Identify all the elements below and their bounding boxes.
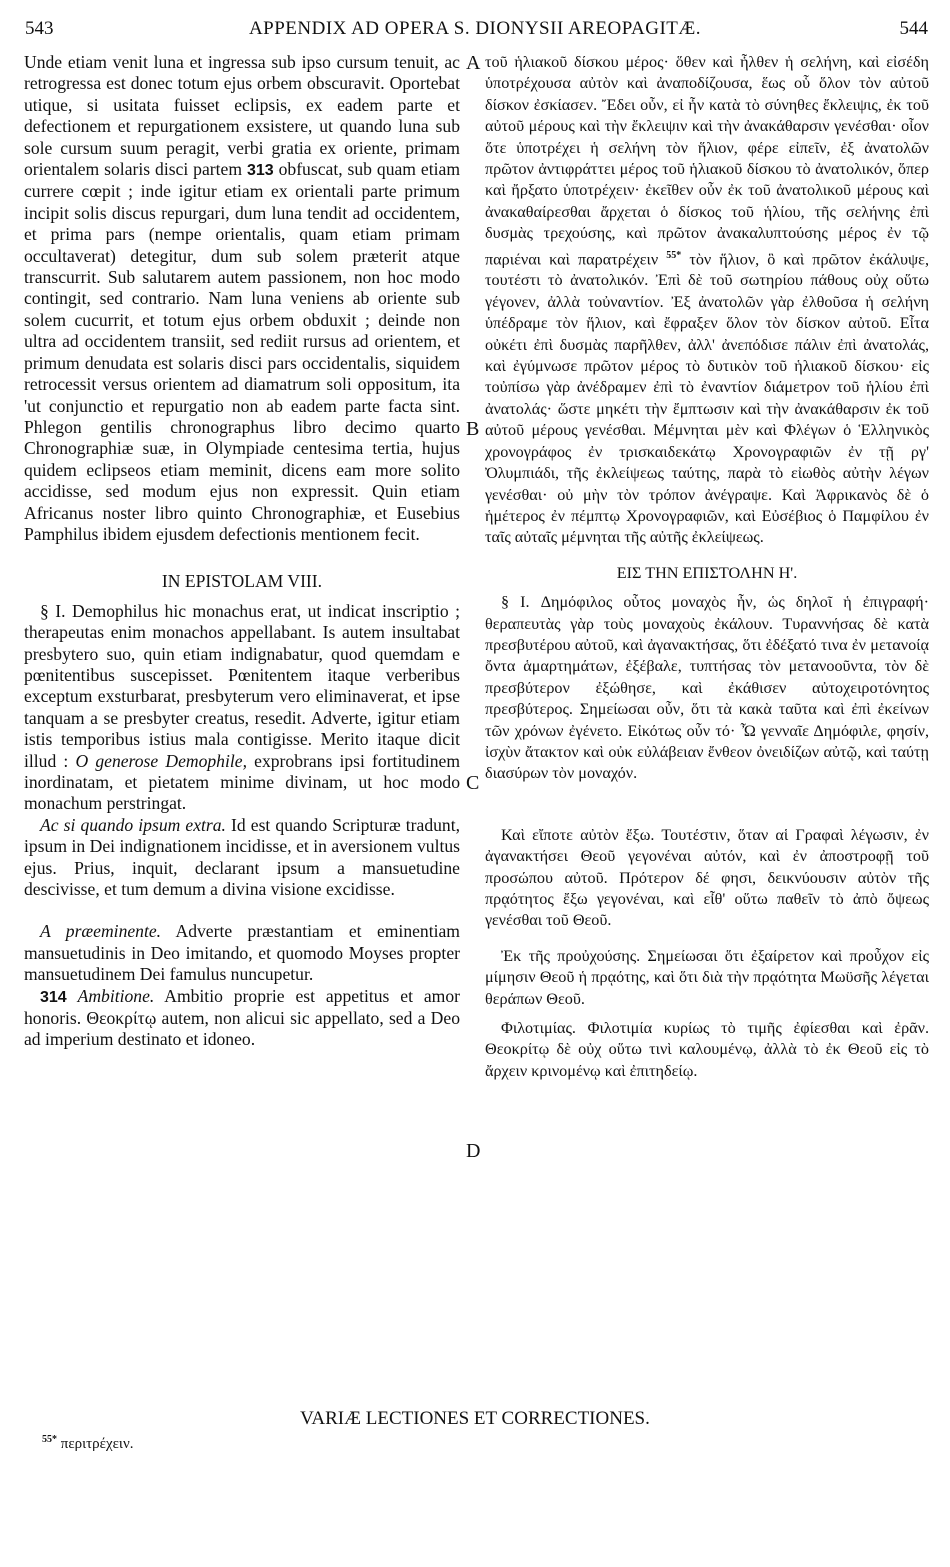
latin-text: Unde etiam venit luna et ingressa sub ipso cursum tenuit, ac retrogressa est donec totum ejus orbem obscuravit. Oportebat utique, si usitata fuisset eclipsis, ex eadem parte et defectionem et repurgationem exsistere, ut quando luna sub sole cursum suum peragit, verbi gratia ex oriente, primam orientalem solaris disci partem [24,52,460,180]
latin-paragraph [24,986,460,1051]
greek-paragraph: Καὶ εἴποτε αὐτὸν ἔξω. Τουτέστιν, ὅταν αἱ Γραφαὶ λέγωσιν, ἐν ἀγανακτήσει Θεοῦ γεγονέναι αὐτόν, καὶ ἐν ἀποστροφῇ τοῦ προσώπου αὐτοῦ. Πρότερον δέ φησι, δεικνύουσιν αὐτὸν τῆς πρᾳότητος ἔξω γεγονέναι, καὶ εἶθ' οὕτω παθεῖν τὸ ἀπὸ ὄψεως γενέσθαι τοῦ Θεοῦ. [485,825,929,930]
latin-lemma: A præeminente. [40,921,162,942]
variae-lectiones-title: VARIÆ LECTIONES ET CORRECTIONES. [300,1408,650,1429]
latin-lemma: O generose Demophile, [75,750,247,771]
greek-heading: ΕΙΣ ΤΗΝ ΕΠΙΣΤΟΛΗΝ Η'. [616,563,798,582]
latin-paragraph [24,815,460,901]
greek-paragraph: Φιλοτιμίας. Φιλοτιμία κυρίως τὸ τιμῆς ἐφίεσθαι καὶ ἐρᾶν. Θεοκρίτῳ δὲ οὐχ οὕτω τινὶ καλουμένῳ, ἀλλὰ τὸ ἐκ Θεοῦ εἰς τὸ ἄρχειν κρινομένῳ καὶ ἐπιτηδείῳ. [485,1019,929,1080]
column-number: 314 [40,988,67,1006]
spacer [485,932,929,946]
greek-column [485,52,929,1082]
margin-letter-a: A [466,52,481,74]
latin-paragraph [24,52,460,545]
greek-paragraph: Ἐκ τῆς προὐχούσης. Σημείωσαι ὅτι ἐξαίρετον καὶ προὖχον εἰς μίμησιν Θεοῦ ἡ πρᾳότης, καὶ ὅτι διὰ τὴν πρᾳότητα Μωϋσῆς λέγεται θεράπων Θεοῦ. [485,946,929,1008]
latin-text: Id est quando Scripturæ tradunt, ipsum in Dei indignationem incidisse, et in aversionem vultus ejus. Prius, inquit, declarant ipsum a mansuetudine descivisse, et tum demum a divina visione excidisse. [24,814,460,900]
latin-lemma: Ac si quando ipsum extra. [40,814,226,835]
margin-letter-c: C [466,772,480,794]
spacer [24,900,460,921]
latin-text: Adverte præstantiam et eminentiam mansuetudinis in Deo imitando, et quomodo Moyses propter mansuetudinem Dei famulus nuncupetur. [24,921,460,985]
latin-text: § I. Demophilus hic monachus erat, ut indicat inscriptio ; therapeutas enim monachos appellabant. Is autem insultabat presbytero suo, quin etiam indignabatur, quod quemdam e pœnitentibus suscepisset. Pœnitentem itaque verberibus exceptum exsturbarat, presbyterum vero eliminaverat, et ipse tanquam a se presbyter creatus, resedit. Adverte, igitur etiam istis temporibus istius mala contigisse. Merito itaque dicit illud : [24,600,460,771]
latin-lemma: Ambitione. [77,985,155,1006]
latin-paragraph [24,921,460,985]
footnote [42,1434,133,1453]
latin-column [24,52,460,1051]
page-number-left: 543 [25,18,54,39]
latin-text: exprobrans ipsi fortitudinem inordinatam, et pietatem minime divinam, ut hoc modo monachum perstringat. [24,750,460,814]
column-number: 313 [246,162,274,180]
running-title: APPENDIX AD OPERA S. DIONYSII AREOPAGITÆ. [248,18,702,39]
greek-paragraph: § I. Δημόφιλος οὗτος μοναχὸς ἦν, ὡς δηλοῖ ἡ ἐπιγραφή· θεραπευτὰς γὰρ τοὺς μοναχοὺς ἐκάλουν. Τυραννήσας δὲ κατὰ πρεσβυτέρου αὐτοῦ, καὶ ἀγανακτήσας, ὅτι ἐδέξατό τινα ἐν μετανοίᾳ ὄντα ἁμαρτημάτων, ἐξέβαλε, τυπτήσας τὸν μετανοοῦντα, τὸν δὲ πρεσβύτερον ἐξώθησε, καὶ ἐκάθισεν αὐτοχειροτόνητος πρεσβύτερος. Σημείωσαι οὖν, ὅτι τὰ κακὰ ταῦτα καὶ ἐπὶ ἐκείνων τῶν χρόνων ἐγένετο. Εἰκότως οὖν τό· Ὦ γενναῖε Δημόφιλε, φησίν, ἰσχὺν ἄτακτον καὶ οὐκ εὐλάβειαν ἔνθεον ὀνειδίζων αὐτῷ, καὶ ταύτῃ διασύρων τὸν μοναχόν. [485,593,929,783]
latin-paragraph [24,601,460,815]
greek-text: τὸν ἥλιον, ὃ καὶ πρῶτον ἐκάλυψε, τουτέστι τὸ ἀνατολικόν. Ἐπὶ δὲ τοῦ σωτηρίου πάθους οὐχ οὕτω γέγονεν, ἀλλὰ τοὐναντίον. Ἐξ ἀνατολῶν γὰρ ἐλθοῦσα ἡ σελήνη ὑπέδραμε τὸν ἥλιον, καὶ ἔφραξεν ὅλον τὸν δίσκον αὐτοῦ. Εἶτα οὐκέτι ἐπὶ δυσμὰς παρῆλθεν, ἀλλ' ἀνεπόδισε πάλιν ἐπὶ ἀνατολάς, καὶ ἐγύμνωσε πρῶτον μέρος τὸ δυτικὸν τοῦ ἡλιακοῦ δίσκου· εἰς τοὐπίσω γὰρ ἀνέδραμεν ἐπὶ τὸ ἐναντίον διάμετρον τοῦ ἡλίου ἐπὶ ἀνατολάς· ὥστε μηκέτι τὴν ἔμπτωσιν καὶ τὴν ἀνακάθαρσιν ἐκ τοῦ αὐτοῦ μέρους γενέσθαι. Μέμνηται μὲν καὶ Φλέγων ὁ Ἑλληνικὸς χρονογράφος ἐν τρισκαιδεκάτῳ Χρονογραφιῶν ἐν τῇ ργ' Ὀλυμπιάδι, τῆς ἐκλείψεως ταύτης, παρὰ τὸ εἰωθὸς αὐτὴν λέγων γενέσθαι· οὐ μὴν τὸν τρόπον ἀνέγραψε. Καὶ Ἀφρικανὸς δὲ ὁ ἡμέτερος ἐν πέμπτῳ Χρονογραφιῶν, καὶ Εὐσέβιος ὁ Παμφίλου ἐν ταῖς αὐταῖς μέμνηται τῆς αὐτῆς ἐκλείψεως. [485,250,930,547]
greek-paragraph [485,52,929,549]
running-header [0,18,950,48]
latin-text: Ambitio proprie est appetitus et amor honoris. Θεοκρίτῳ autem, non alicui sic appellato, sed a Deo ad imperium destinato et idoneo. [24,985,461,1050]
footnote-text: περιτρέχειν. [60,1436,134,1452]
latin-text: obfuscat, sub quam etiam currere cœpit ; inde igitur etiam ex orientali parte primum incipit solis discus repurgari, dum luna tendit ad occidentem, et prima pars (nempe orientalis, quam etiam primam occultaverat) detegitur, dum sub solem præterit atque transcurrit. Sub salutarem autem passionem, non hoc modo contingit, sed contrario. Nam luna veniens ab oriente sub solem cucurrit, et totum ejus orbem obduxit ; deinde non ultra ad occidentem transiit, sed rediit rursus ad orientem, et primum denudata est solaris disci pars occidentalis, siquidem retrocessit versus orientem ad diamatrum soli oppositum, ita 'ut conjunctio et repurgatio non ab eadem parte facta sint. Phlegon gentilis chronographus libro decimo quarto Chronographiæ suæ, in Olympiade centesima tertia, hujus quidem eclipseos etiam meminit, dicens eam more solito accidisse, sed modum ejus non expressit. Quin etiam Africanus noster libro quinto Chronographiæ, et Eusebius Pamphilus ibidem ejusdem defectionis mentionem fecit. [24,159,461,544]
footnote-reference: 55* [666,249,682,261]
latin-heading: IN EPISTOLAM VIII. [161,571,323,592]
page-number-right: 544 [899,18,928,39]
footnote-marker: 55* [42,1434,57,1445]
spacer [485,785,929,825]
margin-letter-b: B [466,418,480,440]
greek-text: τοῦ ἡλιακοῦ δίσκου μέρος· ὅθεν καὶ ἦλθεν ἡ σελήνη, καὶ εἰσέδη ὑποτρέχουσα αὐτὸν καὶ ἀναποδίζουσα, ἕως οὗ ὅλον τὸν αὐτοῦ δίσκον ἐσκίασεν. Ἔδει οὖν, εἰ ἦν κατὰ τὸ σύνηθες ἔκλειψις, ἐκ τοῦ αὐτοῦ μέρους καὶ τὴν ἔκλειψιν καὶ τὴν ἀνακάθαρσιν γενέσθαι· οἷον ὅτε ὑποτρέχει ἡ σελήνη τὸν ἥλιον, φέρε εἰπεῖν, ἐξ ἀνατολῶν πρῶτον ἀντιφράττει μέρος τοῦ ἡλιακοῦ δίσκου τὸ ἀνατολικόν, ὅπερ καὶ ἤρξατο ὑποτρέχειν· ἐκεῖθεν οὖν ἐκ τοῦ ἀνατολικοῦ μέρους καὶ ἀνακαθαίρεσθαι ἄρχεται ὁ δίσκος τοῦ ἡλίου, τῆς σελήνης ἐπὶ δυσμὰς τρεχούσης, καὶ πρῶτον ἀνακαλυπτούσης μέρος ἐν τῷ παριέναι καὶ παρατρέχειν [485,53,929,269]
margin-letter-d: D [466,1140,481,1162]
